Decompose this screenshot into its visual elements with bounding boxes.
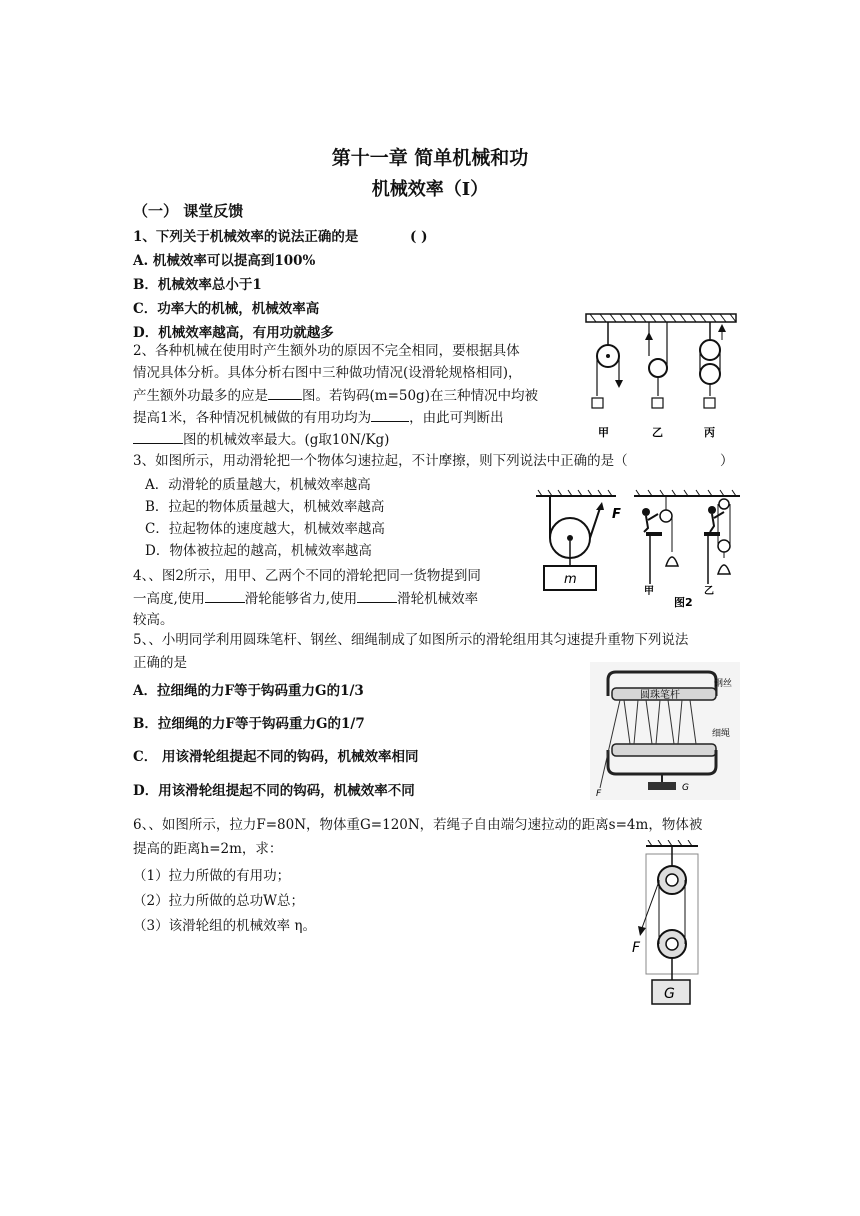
label-yi: 乙 xyxy=(704,586,714,597)
q2-blank-2[interactable] xyxy=(371,408,409,422)
q1-option-a: A. 机械效率可以提高到100% xyxy=(133,253,316,269)
q4-blank-2[interactable] xyxy=(357,589,397,603)
q6-line1: 6、、如图所示，拉力F=80N，物体重G=120N，若绳子自由端匀速拉动的距离s=4m，物体被 xyxy=(133,817,703,833)
q1-answer-paren: ( ) xyxy=(410,229,428,245)
q2-line5 xyxy=(133,430,389,449)
pulley-jia xyxy=(660,510,672,522)
worker-jia-head xyxy=(642,508,650,516)
q2-blank-3[interactable] xyxy=(133,430,183,444)
weight-label: G xyxy=(682,783,689,793)
q4-line3: 较高。 xyxy=(133,612,174,628)
label-jia: 甲 xyxy=(644,586,654,597)
weight-bing xyxy=(704,398,715,408)
q2-line4 xyxy=(133,408,504,427)
label-bing: 丙 xyxy=(704,426,715,439)
q2-blank-1[interactable] xyxy=(268,386,302,400)
q3-option-b: B．拉起的物体质量越大，机械效率越高 xyxy=(145,499,385,515)
wire-label: 钢丝 xyxy=(714,679,733,689)
figure-caption: 图2 xyxy=(674,596,693,608)
q2-line1: 2、各种机械在使用时产生额外功的原因不完全相同，要根据具体 xyxy=(133,343,520,359)
q2-line3 xyxy=(133,386,538,405)
q1-stem: 1、下列关于机械效率的说法正确的是 xyxy=(133,229,359,245)
q3-option-a: A．动滑轮的质量越大，机械效率越高 xyxy=(145,477,371,493)
q3-option-d: D．物体被拉起的越高，机械效率越高 xyxy=(145,543,372,559)
pulley-bing-bottom xyxy=(700,364,720,384)
q5-pulley-figure xyxy=(590,662,740,800)
weight-yi xyxy=(652,398,663,408)
weight-label: G xyxy=(664,986,675,1002)
weight-g xyxy=(648,782,676,790)
q5-option-d: D．用该滑轮组提起不同的钩码，机械效率不同 xyxy=(133,783,415,799)
q3-paren-close: ） xyxy=(720,453,734,469)
bell-yi xyxy=(718,565,730,574)
q2-line3-b: 图。若钩码(m=50g)在三种情况中均被 xyxy=(302,388,538,404)
q2-line4-b: ，由此可判断出 xyxy=(409,410,504,426)
q5-option-a: A．拉细绳的力F等于钩码重力G的1/3 xyxy=(133,683,364,699)
pulley-yi-top xyxy=(719,499,729,509)
q3-option-c: C．拉起物体的速度越大，机械效率越高 xyxy=(145,521,385,537)
q2-line2: 情况具体分析。具体分析右图中三种做功情况(设滑轮规格相同)， xyxy=(133,365,522,381)
q4-pulley-figure xyxy=(632,488,742,608)
force-label: F xyxy=(612,507,621,522)
pulley-bing-top xyxy=(700,340,720,360)
lesson-title: 机械效率（I） xyxy=(371,179,489,200)
label-yi: 乙 xyxy=(652,426,663,439)
platform-jia xyxy=(646,532,662,536)
label-jia: 甲 xyxy=(598,426,609,439)
q1-option-b: B．机械效率总小于1 xyxy=(133,277,262,293)
worker-yi-head xyxy=(708,506,716,514)
bell-jia xyxy=(666,557,678,566)
weight-jia xyxy=(592,398,603,408)
q6-part-3: （3）该滑轮组的机械效率 η。 xyxy=(133,918,316,934)
q4-line2-a: 一高度,使用 xyxy=(133,591,205,607)
q6-part-2: （2）拉力所做的总功W总； xyxy=(133,893,304,909)
q6-part-1: （1）拉力所做的有用功； xyxy=(133,868,291,884)
q3-pulley-figure xyxy=(532,488,632,598)
q2-line4-a: 提高1米，各种情况机械做的有用功均为 xyxy=(133,410,372,426)
q3-stem: 3、如图所示，用动滑轮把一个物体匀速拉起，不计摩擦，则下列说法中正确的是（ xyxy=(133,453,628,469)
pulley-yi-bottom xyxy=(718,540,730,552)
chapter-title: 第十一章 简单机械和功 xyxy=(331,147,529,169)
rope-label: 细绳 xyxy=(712,729,731,739)
pulley-yi xyxy=(649,359,667,377)
q5-line1: 5、、小明同学利用圆珠笔杆、钢丝、细绳制成了如图所示的滑轮组用其匀速提升重物下列说法 xyxy=(133,632,689,648)
q4-line2-b: 滑轮能够省力,使用 xyxy=(244,591,358,607)
force-label: F xyxy=(596,789,602,799)
q4-blank-1[interactable] xyxy=(205,589,245,603)
pen-barrel-label: 圆珠笔杆 xyxy=(640,690,680,701)
q5-option-b: B．拉细绳的力F等于钩码重力G的1/7 xyxy=(133,716,365,732)
q5-option-c: C． 用该滑轮组提起不同的钩码，机械效率相同 xyxy=(133,749,419,765)
q2-line5-text: 图的机械效率最大。(g取10N/Kg) xyxy=(183,432,390,448)
q1-option-d: D．机械效率越高，有用功就越多 xyxy=(133,325,334,341)
q6-pulley-figure xyxy=(628,840,708,1006)
q4-line2-c: 滑轮机械效率 xyxy=(397,591,479,607)
force-label: F xyxy=(632,940,641,956)
q4-line2 xyxy=(133,589,478,608)
q5-line2: 正确的是 xyxy=(133,655,187,671)
mass-label: m xyxy=(564,572,577,587)
section-label: （一） 课堂反馈 xyxy=(133,202,244,220)
pen-barrel-bottom xyxy=(612,744,716,756)
q2-pulley-figure xyxy=(582,310,742,445)
q6-line2: 提高的距离h=2m，求： xyxy=(133,841,283,857)
q2-line3-a: 产生额外功最多的应是 xyxy=(133,388,268,404)
q4-line1: 4、、图2所示，用甲、乙两个不同的滑轮把同一货物提到同 xyxy=(133,568,481,584)
q1-option-c: C．功率大的机械，机械效率高 xyxy=(133,301,320,317)
